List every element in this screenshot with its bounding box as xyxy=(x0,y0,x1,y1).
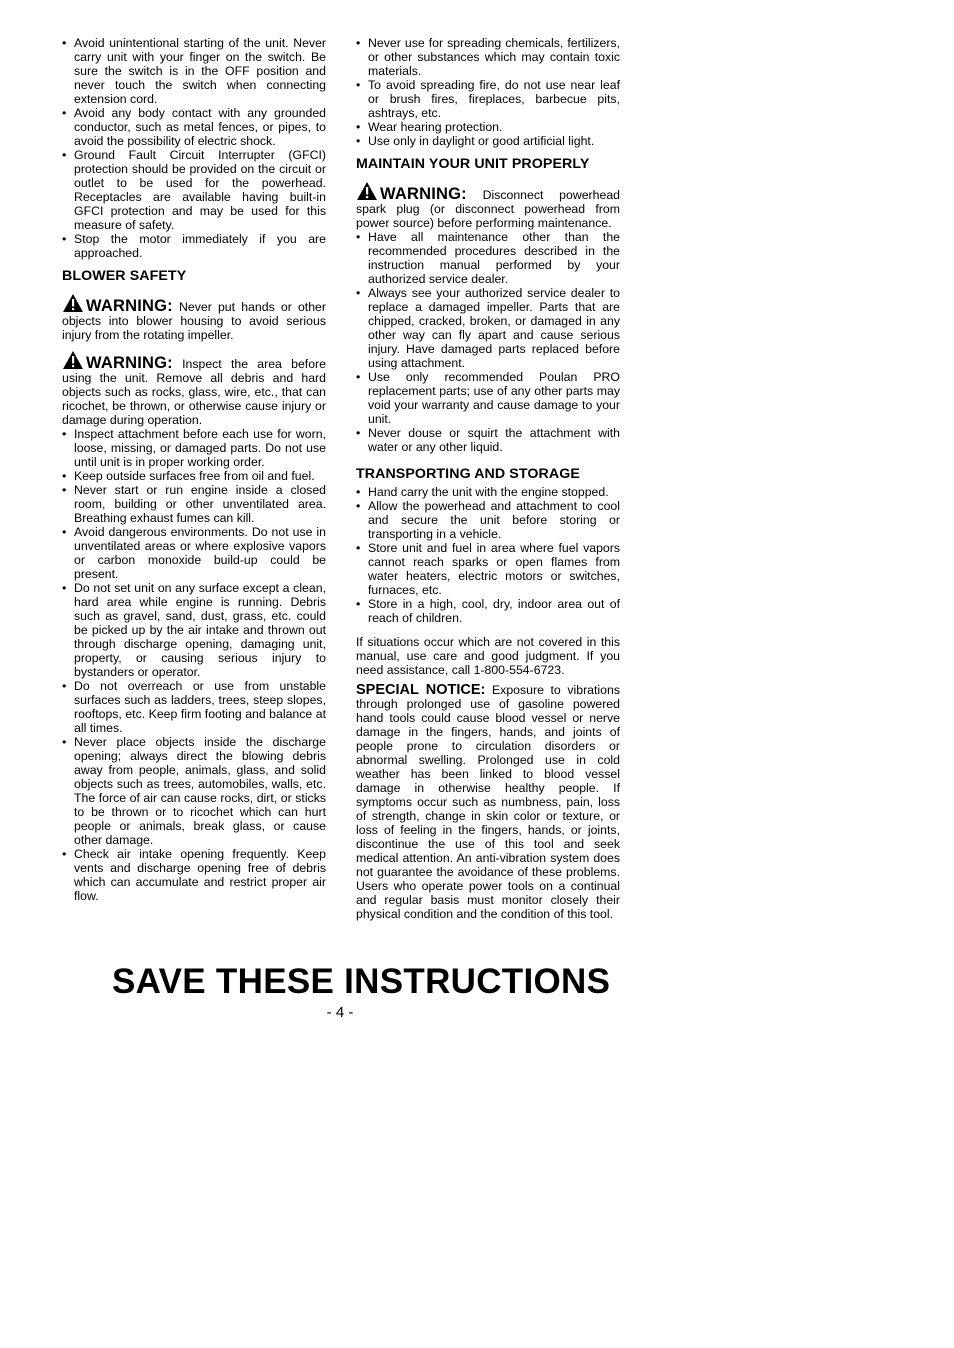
save-instructions-title: SAVE THESE INSTRUCTIONS xyxy=(112,962,611,1001)
list-item: • Use only in daylight or good artificial light. xyxy=(356,134,595,148)
list-item: • Hand carry the unit with the engine stopped. xyxy=(356,485,609,499)
special-notice-text: Exposure to vibrations through prolonged use of gasoline powered hand tools could cause blood vessel or nerve damage in the fingers, hands, and joints of people prone to circulation disorders or abnormal swelling. Prolonged use in cold weather has been linked to blood vessel damage in otherwise healthy people. If symptoms occur such as numbness, pain, loss of strength, change in skin color or texture, or loss of feeling in the fingers, hands, or joints, discontinue the use of this tool and seek medical attention. An anti-vibration system does not guarantee the avoidance of these problems. Users who operate power tools on a continual and regular basis must monitor closely their physical condition and the condition of this tool. xyxy=(356,683,620,921)
list-item: • Avoid any body contact with any grounded conductor, such as metal fences, or pipes, to avoid the possibility of electric shock. xyxy=(62,106,326,148)
list-item: • Never place objects inside the discharge opening; always direct the blowing debris away from people, animals, glass, and solid objects such as trees, automobiles, walls, etc. The force of air can cause rocks, dirt, or sticks to be thrown or to ricochet which can hurt people or animals, break glass, or cause other damage. xyxy=(62,735,326,847)
list-item: • Inspect attachment before each use for worn, loose, missing, or damaged parts. Do not use until unit is in proper working order. xyxy=(62,427,326,469)
list-item: • Never start or run engine inside a closed room, building or other unventilated area. Breathing exhaust fumes can kill. xyxy=(62,483,326,525)
safety-list-2 xyxy=(62,427,326,903)
safety-list-3 xyxy=(356,36,620,148)
warning-triangle-icon xyxy=(62,293,84,313)
list-item: • Allow the powerhead and attachment to cool and secure the unit before storing or transporting in a vehicle. xyxy=(356,499,620,541)
list-item: • Avoid unintentional starting of the unit. Never carry unit with your finger on the switch. Be sure the switch is in the OFF position and never touch the switch when connecting extension cord. xyxy=(62,36,326,106)
warning-block xyxy=(356,181,620,230)
blower-safety-heading: BLOWER SAFETY xyxy=(62,268,187,284)
warning-label: WARNING: xyxy=(86,354,173,372)
list-item: • Never use for spreading chemicals, fertilizers, or other substances which may contain toxic materials. xyxy=(356,36,620,78)
warning-triangle-icon xyxy=(62,350,84,370)
list-item: • Wear hearing protection. xyxy=(356,120,503,134)
safety-list-1 xyxy=(62,36,326,260)
warning-label: WARNING: xyxy=(380,185,467,203)
list-item: • To avoid spreading fire, do not use near leaf or brush fires, fireplaces, barbecue pits, ashtrays, etc. xyxy=(356,78,620,120)
transport-list xyxy=(356,485,620,625)
list-item: • Have all maintenance other than the recommended procedures described in the instruction manual performed by your authorized service dealer. xyxy=(356,230,620,286)
list-item: • Avoid dangerous environments. Do not use in unventilated areas or where explosive vapors or carbon monoxide build-up could be present. xyxy=(62,525,326,581)
transport-heading: TRANSPORTING AND STORAGE xyxy=(356,466,580,482)
list-item: • Do not overreach or use from unstable surfaces such as ladders, trees, steep slopes, rooftops, etc. Keep firm footing and balance at all times. xyxy=(62,679,326,735)
list-item: • Store in a high, cool, dry, indoor area out of reach of children. xyxy=(356,597,620,625)
right-column xyxy=(356,36,620,921)
assistance-paragraph: If situations occur which are not covered in this manual, use care and good judgment. If you need assistance, call 1-800-554-6723. xyxy=(356,635,620,677)
left-column xyxy=(62,36,326,903)
list-item: • Do not set unit on any surface except a clean, hard area while engine is running. Debris such as gravel, sand, dust, grass, etc. could be picked up by the air intake and thrown out through discharge opening, damaging unit, property, or causing serious injury to bystanders or operator. xyxy=(62,581,326,679)
warning-block xyxy=(62,350,326,427)
list-item: • Check air intake opening frequently. Keep vents and discharge opening free of debris which can accumulate and restrict proper air flow. xyxy=(62,847,326,903)
warning-text: Disconnect powerhead spark plug (or disconnect powerhead from power source) before performing maintenance. xyxy=(356,188,620,230)
list-item: • Use only recommended Poulan PRO replacement parts; use of any other parts may void your warranty and cause damage to your unit. xyxy=(356,370,620,426)
warning-text: Inspect the area before using the unit. Remove all debris and hard objects such as rocks, glass, wire, etc., that can ricochet, be thrown, or otherwise cause injury or damage during operation. xyxy=(62,357,326,427)
warning-block xyxy=(62,293,326,342)
list-item: • Stop the motor immediately if you are approached. xyxy=(62,232,326,260)
special-notice-paragraph xyxy=(356,683,620,921)
warning-triangle-icon xyxy=(356,181,378,201)
page-number: - 4 - xyxy=(326,1004,354,1021)
list-item: • Never douse or squirt the attachment with water or any other liquid. xyxy=(356,426,620,454)
list-item: • Store unit and fuel in area where fuel vapors cannot reach sparks or open flames from water heaters, electric motors or switches, furnaces, etc. xyxy=(356,541,620,597)
maintenance-list xyxy=(356,230,620,454)
special-notice-label: SPECIAL NOTICE: xyxy=(356,682,486,698)
list-item: • Keep outside surfaces free from oil and fuel. xyxy=(62,469,315,483)
maintain-heading: MAINTAIN YOUR UNIT PROPERLY xyxy=(356,156,590,172)
warning-text: Never put hands or other objects into blower housing to avoid serious injury from the rotating impeller. xyxy=(62,300,326,342)
warning-label: WARNING: xyxy=(86,297,173,315)
list-item: • Ground Fault Circuit Interrupter (GFCI) protection should be provided on the circuit or outlet to be used for the powerhead. Receptacles are available having built-in GFCI protection and may be used for this measure of safety. xyxy=(62,148,326,232)
list-item: • Always see your authorized service dealer to replace a damaged impeller. Parts that are chipped, cracked, broken, or damaged in any other way can fly apart and cause serious injury. Have damaged parts replaced before using attachment. xyxy=(356,286,620,370)
